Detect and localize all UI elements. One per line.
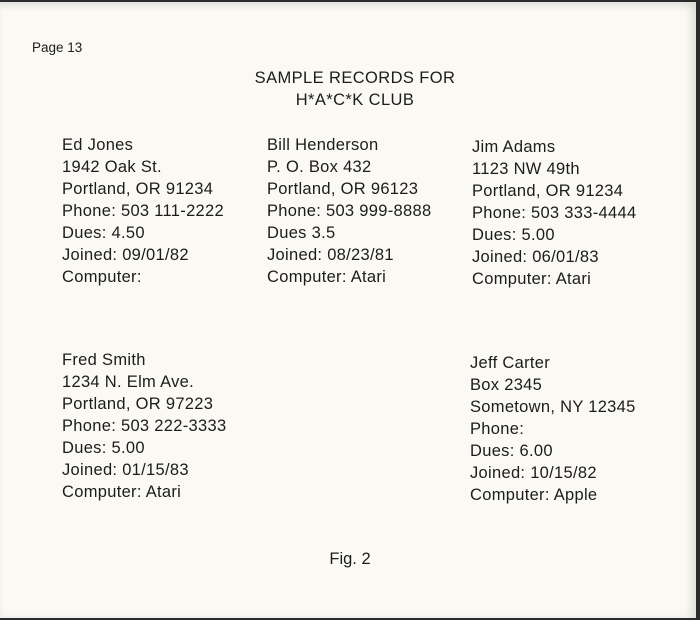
record-jim-adams: [472, 136, 682, 290]
record-dues: Dues: 5.00: [472, 226, 555, 244]
record-dues: Dues: 5.00: [62, 439, 145, 457]
record-joined: Joined: 10/15/82: [470, 464, 597, 482]
record-city: Portland, OR 91234: [62, 180, 214, 198]
record-phone: Phone: 503 222-3333: [62, 417, 227, 435]
record-fred-smith: [62, 349, 272, 503]
title-line-2: H*A*C*K CLUB: [295, 91, 415, 109]
record-dues: Dues: 4.50: [62, 224, 145, 242]
page-number: Page 13: [32, 40, 83, 55]
record-phone: Phone:: [470, 420, 525, 438]
record-name: Jim Adams: [472, 138, 556, 156]
figure-caption: Fig. 2: [329, 550, 371, 568]
record-computer: Computer:: [62, 268, 142, 286]
record-joined: Joined: 08/23/81: [267, 246, 394, 264]
record-computer: Computer: Atari: [62, 483, 182, 501]
record-name: Ed Jones: [62, 136, 134, 154]
record-address: P. O. Box 432: [267, 158, 372, 176]
record-phone: Phone: 503 999-8888: [267, 202, 432, 220]
record-computer: Computer: Apple: [470, 486, 598, 504]
record-name: Bill Henderson: [267, 136, 379, 154]
page-edge: [696, 0, 700, 620]
record-joined: Joined: 09/01/82: [62, 246, 189, 264]
record-phone: Phone: 503 111-2222: [62, 202, 224, 220]
record-name: Jeff Carter: [470, 354, 551, 372]
record-phone: Phone: 503 333-4444: [472, 204, 637, 222]
record-address: 1123 NW 49th: [472, 160, 580, 178]
record-city: Portland, OR 97223: [62, 395, 214, 413]
record-jeff-carter: [470, 352, 680, 506]
record-bill-henderson: [267, 134, 477, 288]
record-dues: Dues 3.5: [267, 224, 336, 242]
record-address: 1942 Oak St.: [62, 158, 162, 176]
record-computer: Computer: Atari: [472, 270, 592, 288]
record-city: Portland, OR 91234: [472, 182, 624, 200]
record-computer: Computer: Atari: [267, 268, 387, 286]
record-joined: Joined: 06/01/83: [472, 248, 599, 266]
record-dues: Dues: 6.00: [470, 442, 553, 460]
record-city: Sometown, NY 12345: [470, 398, 636, 416]
title-line-1: SAMPLE RECORDS FOR: [254, 69, 456, 87]
record-name: Fred Smith: [62, 351, 146, 369]
document-page: [0, 2, 696, 618]
record-address: 1234 N. Elm Ave.: [62, 373, 194, 391]
record-city: Portland, OR 96123: [267, 180, 419, 198]
record-address: Box 2345: [470, 376, 543, 394]
record-ed-jones: [62, 134, 272, 288]
record-joined: Joined: 01/15/83: [62, 461, 189, 479]
